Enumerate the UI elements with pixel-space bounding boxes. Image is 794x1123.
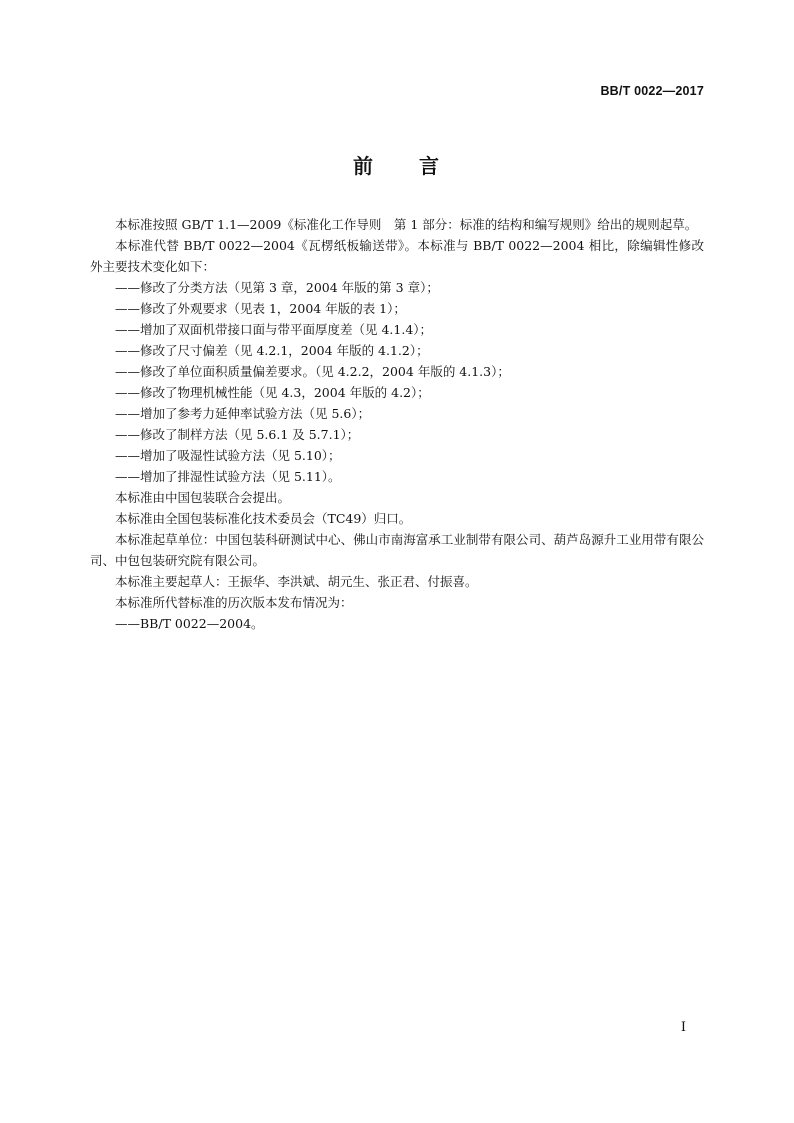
paragraph-drafters: 本标准主要起草人：王振华、李洪斌、胡元生、张正君、付振喜。 (115, 574, 478, 589)
list-item: ——增加了吸湿性试验方法（见 5.10）； (115, 448, 341, 463)
list-item: ——修改了单位面积质量偏差要求。（见 4.2.2，2004 年版的 4.1.3）； (115, 364, 510, 379)
changes-list (90, 277, 704, 487)
list-item: ——修改了制样方法（见 5.6.1 及 5.7.1）； (115, 427, 360, 442)
paragraph-proposed-by: 本标准由中国包装联合会提出。 (115, 490, 291, 505)
paragraph-history-intro: 本标准所代替标准的历次版本发布情况为： (115, 595, 353, 610)
list-item: ——修改了外观要求（见表 1，2004 年版的表 1）； (115, 301, 406, 316)
standard-code: BB/T 0022—2017 (600, 84, 704, 98)
list-item: ——增加了双面机带接口面与带平面厚度差（见 4.1.4）； (115, 322, 433, 337)
history-item: ——BB/T 0022—2004。 (115, 616, 264, 631)
list-item: ——修改了物理机械性能（见 4.3，2004 年版的 4.2）； (115, 385, 430, 400)
page-number: I (680, 1020, 686, 1035)
foreword-body (90, 214, 704, 634)
paragraph-drafting-units: 本标准起草单位：中国包装科研测试中心、佛山市南海富承工业制带有限公司、葫芦岛源升工业用带有限公司、中包包装研究院有限公司。 (90, 532, 704, 568)
list-item: ——增加了排湿性试验方法（见 5.11）。 (115, 469, 341, 484)
paragraph-replaces: 本标准代替 BB/T 0022—2004《瓦楞纸板输送带》。本标准与 BB/T 0022—2004 相比，除编辑性修改外主要技术变化如下： (90, 238, 704, 274)
paragraph-centralized-by: 本标准由全国包装标准化技术委员会（TC49）归口。 (115, 511, 412, 526)
list-item: ——修改了尺寸偏差（见 4.2.1，2004 年版的 4.1.2）； (115, 343, 429, 358)
list-item: ——修改了分类方法（见第 3 章，2004 年版的第 3 章）； (115, 280, 439, 295)
paragraph-drafting-rules: 本标准按照 GB/T 1.1—2009《标准化工作导则 第 1 部分：标准的结构和编写规则》给出的规则起草。 (115, 217, 698, 232)
list-item: ——增加了参考力延伸率试验方法（见 5.6）； (115, 406, 371, 421)
page-title: 前 言 (353, 154, 441, 178)
